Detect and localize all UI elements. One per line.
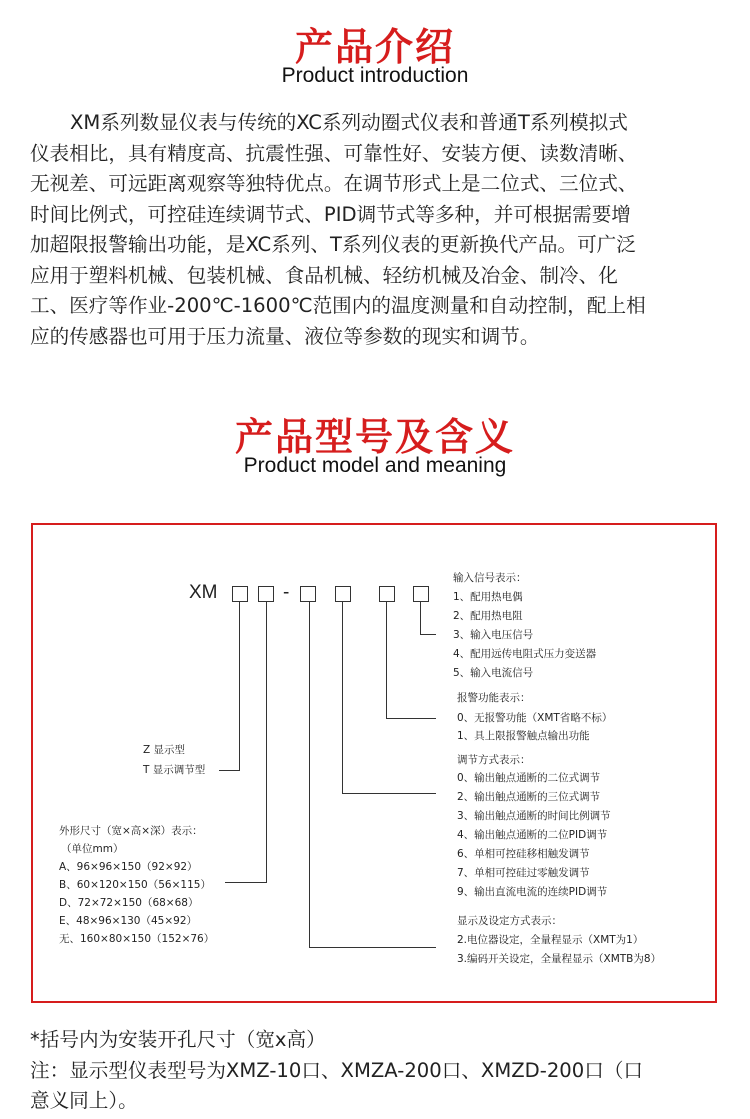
- size-title: 外形尺寸（宽×高×深）表示：: [59, 825, 203, 837]
- footnote-line: *括号内为安装开孔尺寸（宽x高）: [30, 1028, 326, 1051]
- control-item: 6、单相可控硅移相触发调节: [457, 848, 590, 860]
- section-subtitle-model-meaning: Product model and meaning: [243, 454, 507, 477]
- connector-line: [386, 602, 387, 718]
- connector-line: [266, 602, 267, 882]
- footnote-line: 意义同上）。: [30, 1089, 138, 1112]
- section-title-model-meaning: 产品型号及含义: [234, 415, 515, 459]
- input-signal-item: 3、输入电压信号: [453, 629, 534, 641]
- intro-line: 应用于塑料机械、包装机械、食品机械、轻纺机械及冶金、制冷、化: [30, 263, 618, 287]
- size-item: E、48×96×130（45×92）: [59, 915, 198, 927]
- connector-line: [309, 602, 310, 947]
- control-item: 9、输出直流电流的连续PID调节: [457, 886, 608, 898]
- control-title: 调节方式表示：: [457, 754, 531, 766]
- section-subtitle-product-introduction: Product introduction: [281, 64, 469, 87]
- intro-line: 应的传感器也可用于压力流量、液位等参数的现实和调节。: [30, 324, 540, 348]
- intro-line: 时间比例式，可控硅连续调节式、PID调节式等多种，并可根据需要增: [30, 202, 631, 226]
- connector-line: [225, 882, 267, 883]
- size-item: A、96×96×150（92×92）: [59, 861, 198, 873]
- connector-line: [219, 770, 240, 771]
- intro-line: 加超限报警输出功能，是XC系列、T系列仪表的更新换代产品。可广泛: [30, 233, 636, 256]
- footnote-line: 注：显示型仪表型号为XMZ-10口、XMZA-200口、XMZD-200口（口: [30, 1058, 644, 1082]
- control-item: 0、输出触点通断的二位式调节: [457, 772, 601, 784]
- code-slot-box: [258, 586, 274, 602]
- input-signal-item: 1、配用热电偶: [453, 591, 523, 603]
- alarm-title: 报警功能表示：: [457, 692, 531, 704]
- connector-line: [309, 947, 436, 948]
- section-title-product-introduction: 产品介绍: [294, 25, 455, 69]
- control-item: 2、输出触点通断的三位式调节: [457, 791, 601, 803]
- display-setting-item: 2.电位器设定，全量程显示（XMT为1）: [457, 934, 644, 946]
- display-setting-title: 显示及设定方式表示：: [457, 915, 562, 927]
- connector-line: [342, 793, 436, 794]
- display-type-item: Z 显示型: [143, 744, 186, 756]
- display-type-item: T 显示调节型: [143, 764, 206, 776]
- intro-line: XM系列数显仪表与传统的XC系列动圈式仪表和普通T系列模拟式: [70, 111, 628, 134]
- control-item: 7、单相可控硅过零触发调节: [457, 867, 590, 879]
- intro-line: 工、医疗等作业-200℃-1600℃范围内的温度测量和自动控制，配上相: [30, 294, 646, 317]
- alarm-item: 1、具上限报警触点输出功能: [457, 730, 590, 742]
- model-dash: -: [283, 582, 290, 603]
- footnotes: [30, 1025, 730, 1117]
- connector-line: [239, 602, 240, 770]
- intro-line: 无视差、可远距离观察等独特优点。在调节形式上是二位式、三位式、: [30, 172, 638, 195]
- intro-paragraph: [30, 108, 722, 352]
- connector-line: [420, 634, 436, 635]
- input-signal-item: 5、输入电流信号: [453, 667, 534, 679]
- code-slot-box: [335, 586, 351, 602]
- code-slot-box: [232, 586, 248, 602]
- display-setting-item: 3.编码开关设定，全量程显示（XMTB为8）: [457, 953, 662, 965]
- input-signal-item: 2、配用热电阻: [453, 610, 523, 622]
- intro-line: 仪表相比，具有精度高、抗震性强、可靠性好、安装方便、读数清晰、: [30, 141, 638, 165]
- control-item: 3、输出触点通断的时间比例调节: [457, 810, 611, 822]
- connector-line: [420, 602, 421, 634]
- control-item: 4、输出触点通断的二位PID调节: [457, 829, 608, 841]
- connector-line: [342, 602, 343, 793]
- input-signal-title: 输入信号表示：: [453, 572, 527, 584]
- size-item: B、60×120×150（56×115）: [59, 879, 211, 891]
- size-item: D、72×72×150（68×68）: [59, 897, 199, 909]
- connector-line: [386, 718, 436, 719]
- size-unit: （单位mm）: [61, 843, 124, 855]
- input-signal-item: 4、配用远传电阻式压力变送器: [453, 648, 597, 660]
- code-slot-box: [379, 586, 395, 602]
- code-slot-box: [300, 586, 316, 602]
- alarm-item: 0、无报警功能（XMT省略不标）: [457, 712, 613, 724]
- size-item: 无、160×80×150（152×76）: [59, 933, 215, 945]
- code-slot-box: [413, 586, 429, 602]
- model-code-diagram: [31, 523, 717, 1003]
- model-prefix: XM: [189, 582, 218, 603]
